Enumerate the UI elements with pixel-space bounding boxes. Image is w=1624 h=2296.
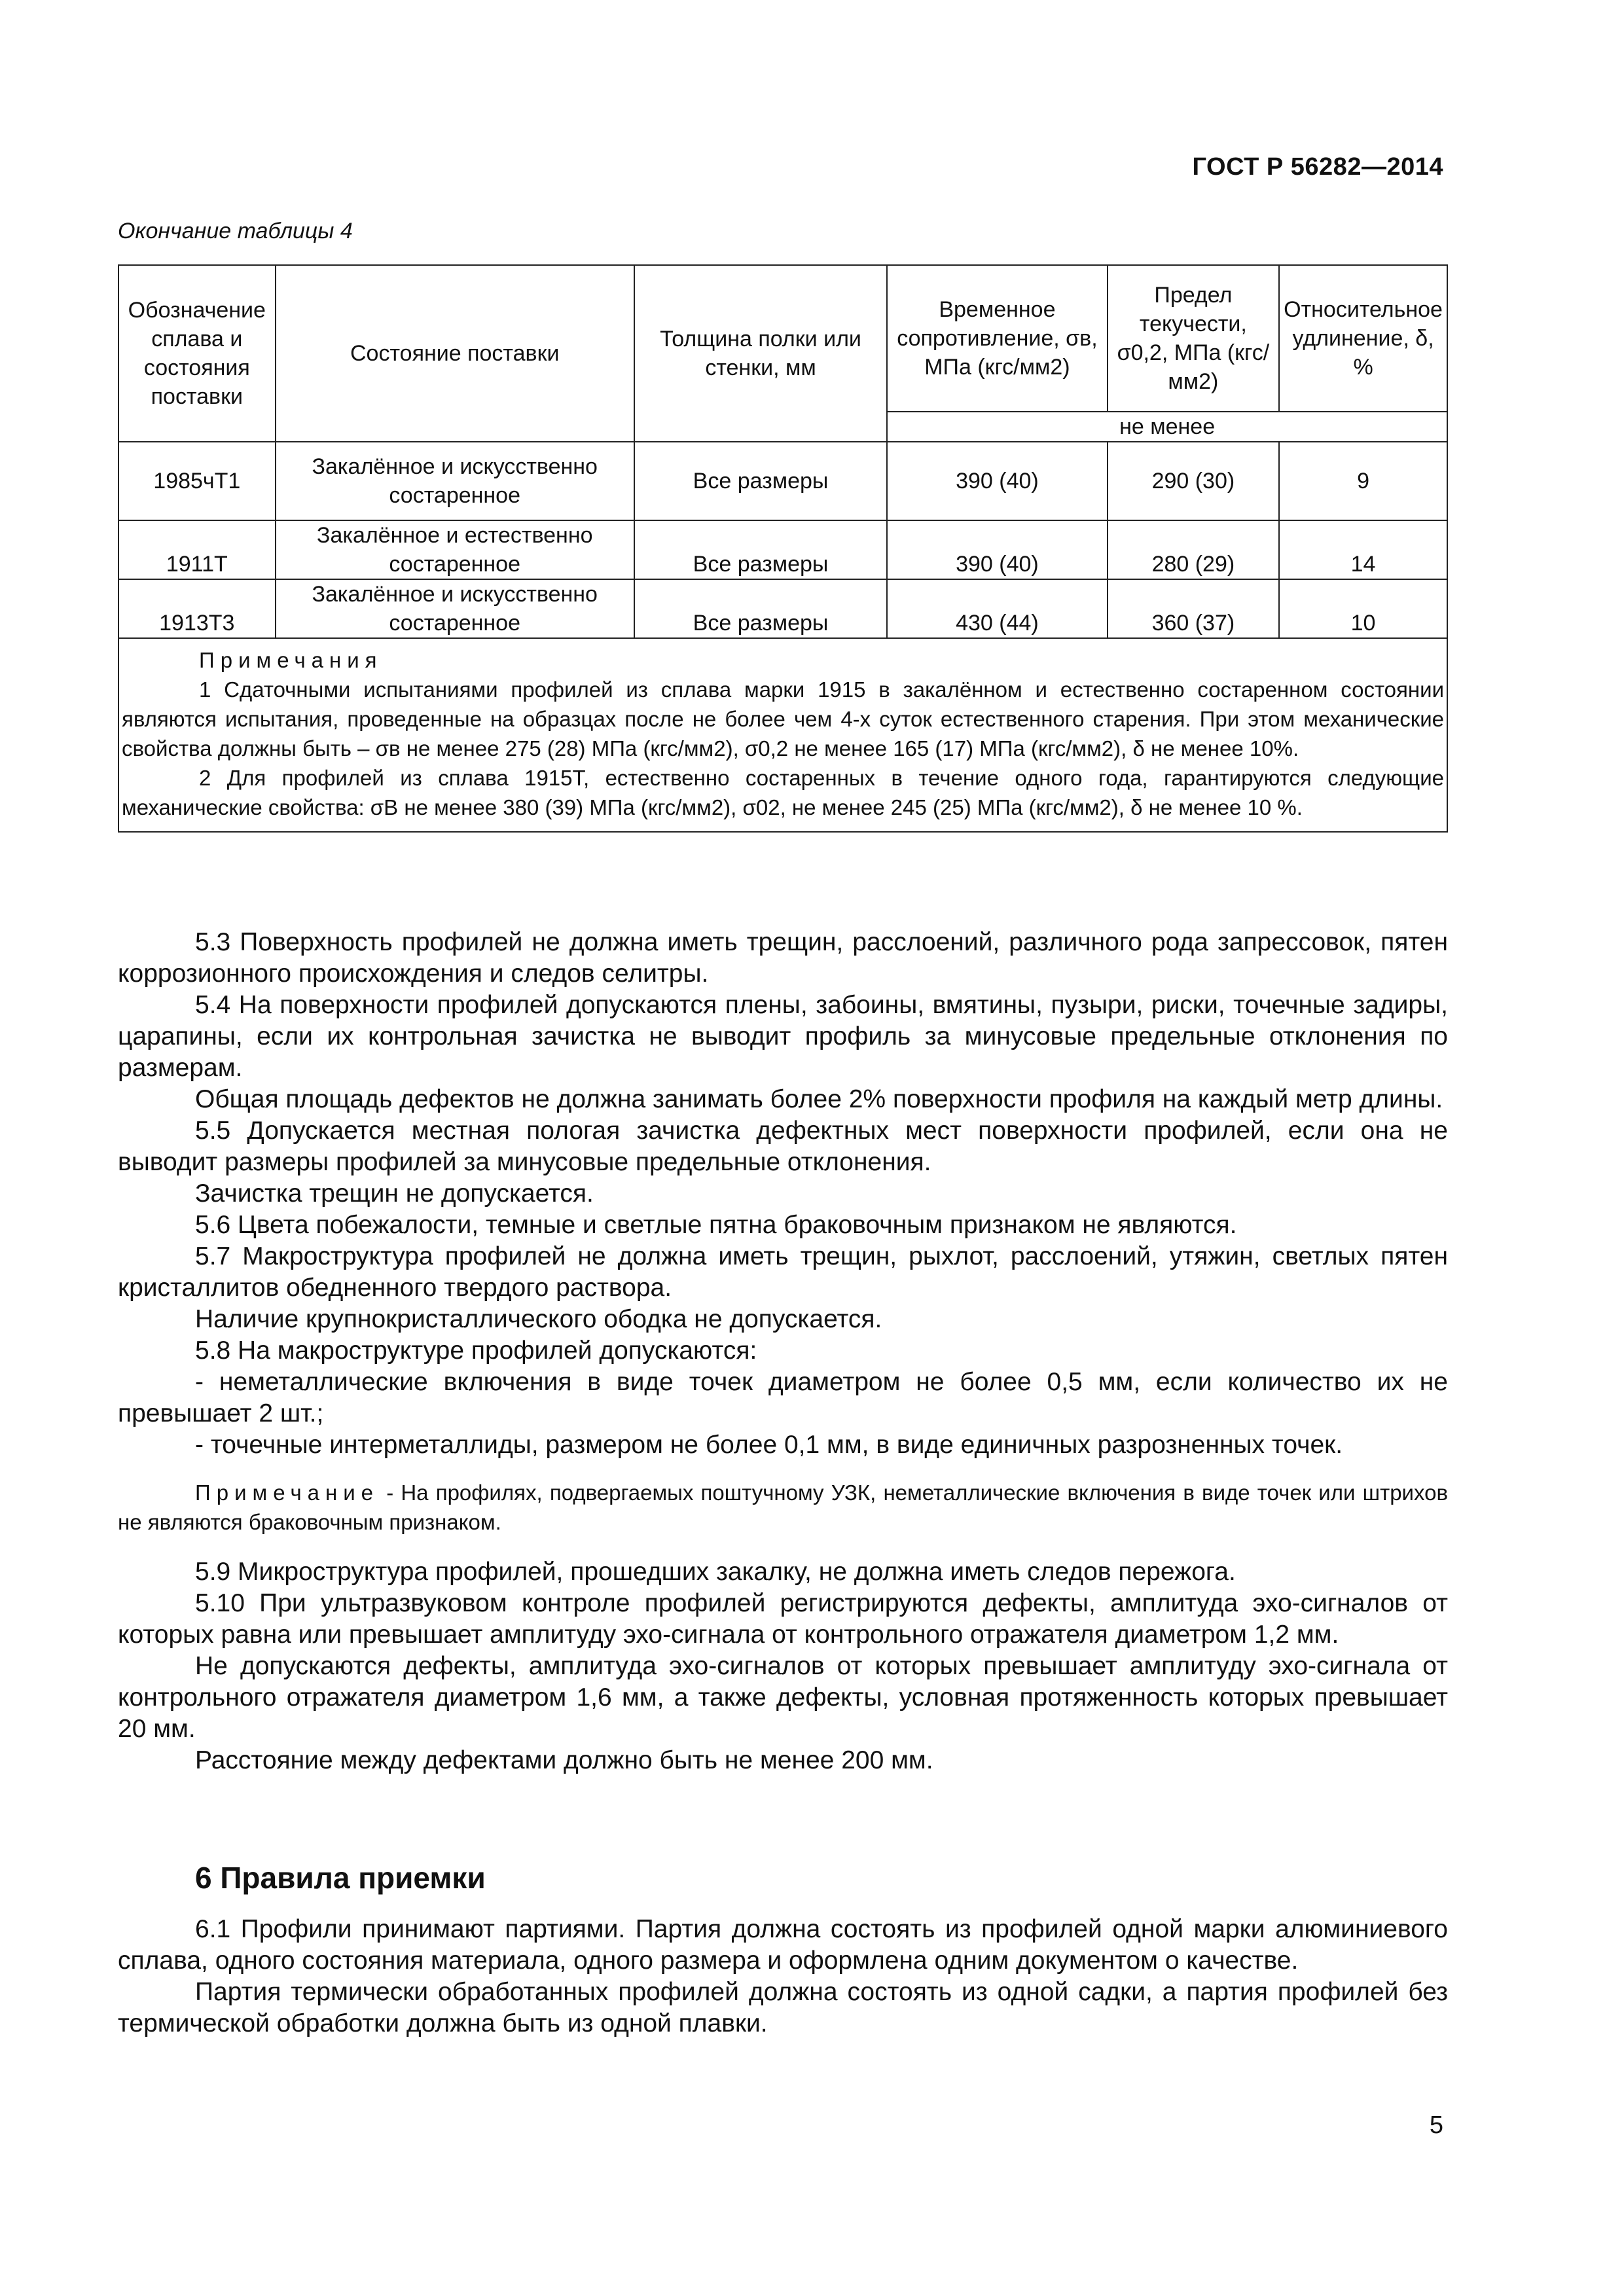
paragraph-defect-area: Общая площадь дефектов не должна занимать более 2% поверхности профиля на каждый метр длины. [195, 1085, 1443, 1113]
paragraph-5-5: 5.5 Допускается местная пологая зачистка дефектных мест поверхности профилей, если она не выводит размеры профилей за минусовые предельные отклонения. [118, 1117, 1448, 1176]
header-yield: Предел текучести, σ0,2, МПа (кгс/мм2) [1108, 265, 1279, 412]
paragraph-5-4: 5.4 На поверхности профилей допускаются плены, забоины, вмятины, пузыри, риски, точечные задиры, царапины, если их контрольная зачистка не выводит профиль за минусовые предельные отклонения по размерам. [118, 991, 1448, 1082]
paragraph-intermetallics: - точечные интерметаллиды, размером не более 0,1 мм, в виде единичных разрозненных точек. [195, 1431, 1343, 1459]
header-tensile: Временное сопротивление, σв, МПа (кгс/мм2) [887, 265, 1107, 412]
header-elongation: Относительное удлинение, δ, % [1279, 265, 1447, 412]
cell-alloy: 1985чТ1 [118, 442, 276, 520]
table-caption: Окончание таблицы 4 [118, 219, 353, 243]
cell-state: Закалённое и естественно состаренное [276, 520, 634, 579]
paragraph-defects-limit: Не допускаются дефекты, амплитуда эхо-сигналов от которых превышает амплитуду эхо-сигнала от контрольного отражателя диаметром 1,6 мм, а также дефекты, условная протяженность которых превышает 20 мм. [118, 1652, 1448, 1743]
paragraph-batch: Партия термически обработанных профилей должна состоять из одной садки, а партия профилей без термической обработки должна быть из одной плавки. [118, 1978, 1448, 2037]
cell-yield: 360 (37) [1108, 579, 1279, 638]
cell-state: Закалённое и искусственно состаренное [276, 579, 634, 638]
paragraph-5-8: 5.8 На макроструктуре профилей допускаются: [195, 1336, 757, 1365]
paragraph-5-3: 5.3 Поверхность профилей не должна иметь трещин, расслоений, различного рода запрессовок, пятен коррозионного происхождения и следов селитры. [118, 928, 1448, 988]
cell-size: Все размеры [634, 442, 887, 520]
table-row [118, 442, 1447, 520]
table-row [118, 579, 1447, 638]
note-1: 1 Сдаточными испытаниями профилей из сплава марки 1915 в закалённом и естественно состаренном состоянии являются испытания, проведенные на образцах после не более чем 4-х суток естественного старения. При этом механические свойства должны быть – σв не менее 275 (28) МПа (кгс/мм2), σ0,2 не менее 165 (17) МПа (кгс/мм2), δ не менее 10%. [122, 677, 1444, 761]
note-ultrasonic [118, 1478, 1448, 1537]
table-notes [118, 638, 1447, 832]
note-text: - На профилях, подвергаемых поштучному УЗК, неметаллические включения в виде точек или штрихов не являются браковочным признаком. [118, 1480, 1448, 1534]
paragraph-6-1: 6.1 Профили принимают партиями. Партия должна состоять из профилей одной марки алюминиевого сплава, одного состояния материала, одного размера и оформлена одним документом о качестве. [118, 1915, 1448, 1975]
cell-elongation: 14 [1279, 520, 1447, 579]
cell-yield: 290 (30) [1108, 442, 1279, 520]
properties-table [118, 264, 1448, 833]
cell-elongation: 10 [1279, 579, 1447, 638]
header-alloy: Обозначение сплава и состояния поставки [118, 265, 276, 442]
section-title: 6 Правила приемки [195, 1861, 486, 1895]
section-6-text [118, 1914, 1448, 2039]
cell-yield: 280 (29) [1108, 520, 1279, 579]
paragraph-crack-cleaning: Зачистка трещин не допускается. [195, 1179, 594, 1208]
paragraph-inclusions: - неметаллические включения в виде точек диаметром не более 0,5 мм, если количество их не превышает 2 шт.; [118, 1368, 1448, 1427]
cell-size: Все размеры [634, 579, 887, 638]
header-min-label: не менее [887, 412, 1447, 442]
paragraph-5-6: 5.6 Цвета побежалости, темные и светлые пятна браковочным признаком не являются. [195, 1211, 1237, 1239]
header-thickness: Толщина полки или стенки, мм [634, 265, 887, 442]
note-label: Примечание [195, 1480, 380, 1505]
cell-alloy: 1911Т [118, 520, 276, 579]
paragraph-5-10: 5.10 При ультразвуковом контроле профилей регистрируются дефекты, амплитуда эхо-сигналов от которых равна или превышает амплитуду эхо-сигнала от контрольного отражателя диаметром 1,2 мм. [118, 1589, 1448, 1649]
cell-tensile: 390 (40) [887, 520, 1107, 579]
paragraph-5-9: 5.9 Микроструктура профилей, прошедших закалку, не должна иметь следов пережога. [195, 1558, 1236, 1586]
cell-alloy: 1913Т3 [118, 579, 276, 638]
document-header: ГОСТ Р 56282—2014 [1192, 153, 1443, 181]
header-supply-state: Состояние поставки [276, 265, 634, 442]
cell-tensile: 390 (40) [887, 442, 1107, 520]
cell-tensile: 430 (44) [887, 579, 1107, 638]
cell-elongation: 9 [1279, 442, 1447, 520]
paragraph-coarse-rim: Наличие крупнокристаллического ободка не допускается. [195, 1305, 882, 1333]
note-2: 2 Для профилей из сплава 1915Т, естественно состаренных в течение одного года, гарантируются следующие механические свойства: σВ не менее 380 (39) МПа (кгс/мм2), σ02, не менее 245 (25) МПа (кгс/мм2), δ не менее 10 %. [122, 766, 1444, 819]
requirements-text [118, 927, 1448, 1776]
table-row [118, 520, 1447, 579]
notes-title: Примечания [199, 648, 383, 672]
cell-state: Закалённое и искусственно состаренное [276, 442, 634, 520]
page-number: 5 [1429, 2111, 1443, 2139]
paragraph-5-7: 5.7 Макроструктура профилей не должна иметь трещин, рыхлот, расслоений, утяжин, светлых пятен кристаллитов обедненного твердого раствора. [118, 1242, 1448, 1302]
paragraph-defect-distance: Расстояние между дефектами должно быть не менее 200 мм. [195, 1746, 933, 1774]
cell-size: Все размеры [634, 520, 887, 579]
